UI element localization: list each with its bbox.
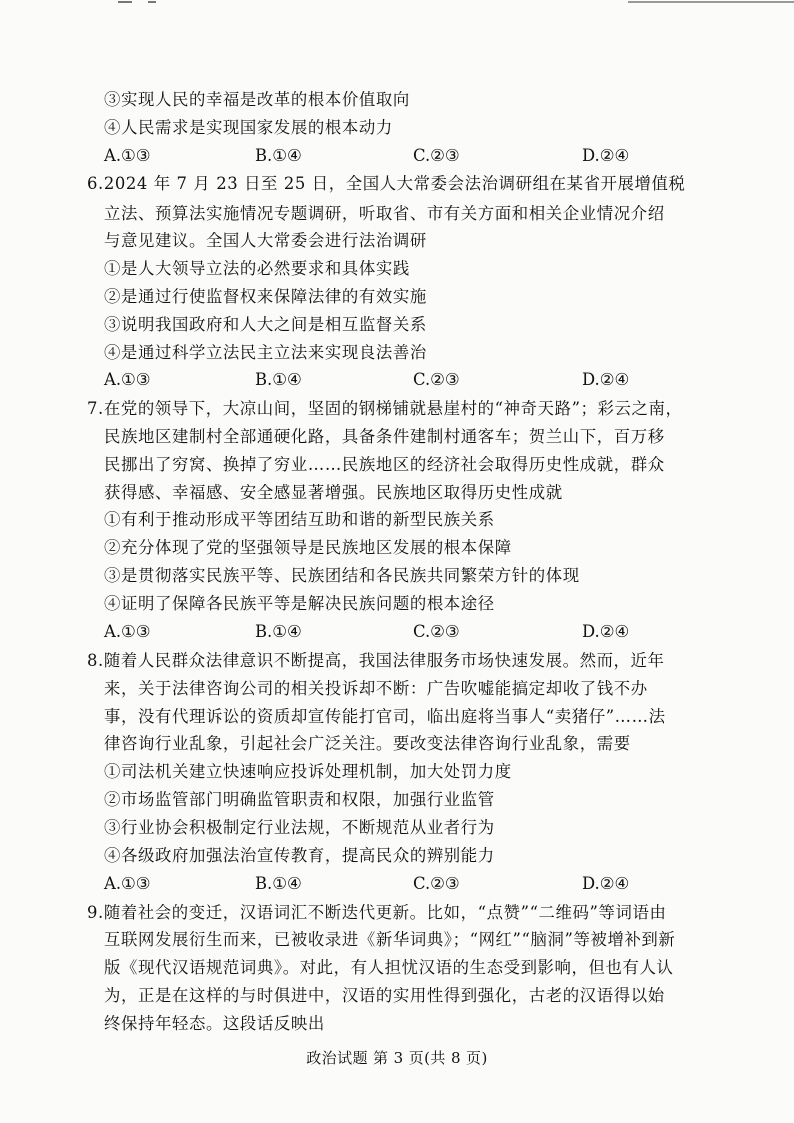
q8-stem-line: 来，关于法律咨询公司的相关投诉却不断：广告吹嘘能搞定却收了钱不办 [104, 679, 648, 698]
option-b[interactable]: B.①④ [255, 874, 302, 893]
q7-stem-line: 民族地区建制村全部通硬化路，具备条件建制村通客车；贺兰山下，百万移 [104, 427, 665, 446]
edge-mark [118, 1, 132, 3]
q5-statement: ③实现人民的幸福是改革的根本价值取向 [104, 90, 410, 109]
top-edge [0, 0, 794, 6]
option-b[interactable]: B.①④ [255, 370, 302, 389]
q7-statement: ②充分体现了党的坚强领导是民族地区发展的根本保障 [104, 538, 512, 557]
q7-stem-line: 获得感、幸福感、安全感显著增强。民族地区取得历史性成就 [104, 483, 563, 502]
edge-mark [148, 1, 156, 3]
option-c[interactable]: C.②③ [413, 146, 460, 165]
edge-mark [628, 1, 794, 3]
q5-statement: ④人民需求是实现国家发展的根本动力 [104, 118, 393, 137]
q6-statement: ②是通过行使监督权来保障法律的有效实施 [104, 287, 427, 306]
q9-stem-line: 9.随着社会的变迁，汉语词汇不断迭代更新。比如，“点赞”“二维码”等词语由 [87, 903, 667, 922]
option-d[interactable]: D.②④ [582, 622, 630, 641]
q7-statement: ③是贯彻落实民族平等、民族团结和各民族共同繁荣方针的体现 [104, 566, 580, 585]
q8-statement: ①司法机关建立快速响应投诉处理机制，加大处罚力度 [104, 762, 512, 781]
option-c[interactable]: C.②③ [413, 622, 460, 641]
q7-statement: ①有利于推动形成平等团结互助和谐的新型民族关系 [104, 510, 495, 529]
q7-stem-line: 民挪出了穷窝、换掉了穷业……民族地区的经济社会取得历史性成就，群众 [104, 455, 665, 474]
option-c[interactable]: C.②③ [413, 370, 460, 389]
option-d[interactable]: D.②④ [582, 874, 630, 893]
q6-statement: ①是人大领导立法的必然要求和具体实践 [104, 259, 410, 278]
q9-stem-line: 互联网发展衍生而来，已被收录进《新华词典》；“网红”“脑洞”等被增补到新 [104, 930, 676, 949]
q6-stem-line: 6.2024 年 7 月 23 日至 25 日，全国人大常委会法治调研组在某省开展增值税 [87, 174, 686, 193]
option-d[interactable]: D.②④ [582, 146, 630, 165]
q6-statement: ③说明我国政府和人大之间是相互监督关系 [104, 315, 427, 334]
q6-statement: ④是通过科学立法民主立法来实现良法善治 [104, 343, 427, 362]
q8-stem-line: 事，没有代理诉讼的资质却宣传能打官司，临出庭将当事人“卖猪仔”……法 [104, 707, 666, 726]
page-footer: 政治试题 第 3 页(共 8 页) [306, 1049, 488, 1067]
option-d[interactable]: D.②④ [582, 370, 630, 389]
q9-stem-line: 版《现代汉语规范词典》。对此，有人担忧汉语的生态受到影响，但也有人认 [104, 958, 674, 977]
option-a[interactable]: A.①③ [104, 874, 151, 893]
option-c[interactable]: C.②③ [413, 874, 460, 893]
option-a[interactable]: A.①③ [104, 146, 151, 165]
q8-stem-line: 8.随着人民群众法律意识不断提高，我国法律服务市场快速发展。然而，近年 [87, 651, 665, 670]
q7-statement: ④证明了保障各民族平等是解决民族问题的根本途径 [104, 594, 495, 613]
q9-stem-line: 终保持年轻态。这段话反映出 [104, 1014, 325, 1033]
option-a[interactable]: A.①③ [104, 370, 151, 389]
q6-stem-line: 立法、预算法实施情况专题调研，听取省、市有关方面和相关企业情况介绍 [104, 204, 665, 223]
option-a[interactable]: A.①③ [104, 622, 151, 641]
q9-stem-line: 为，正是在这样的与时俱进中，汉语的实用性得到强化，古老的汉语得以始 [104, 986, 665, 1005]
q7-stem-line: 7.在党的领导下，大凉山间，坚固的钢梯铺就悬崖村的“神奇天路”；彩云之南， [87, 399, 683, 418]
q8-stem-line: 律咨询行业乱象，引起社会广泛关注。要改变法律咨询行业乱象，需要 [104, 734, 631, 753]
option-b[interactable]: B.①④ [255, 622, 302, 641]
q8-statement: ④各级政府加强法治宣传教育，提高民众的辨别能力 [104, 846, 495, 865]
q8-statement: ②市场监管部门明确监管职责和权限，加强行业监管 [104, 790, 495, 809]
q8-statement: ③行业协会积极制定行业法规，不断规范从业者行为 [104, 818, 495, 837]
q6-stem-line: 与意见建议。全国人大常委会进行法治调研 [104, 231, 427, 250]
option-b[interactable]: B.①④ [255, 146, 302, 165]
